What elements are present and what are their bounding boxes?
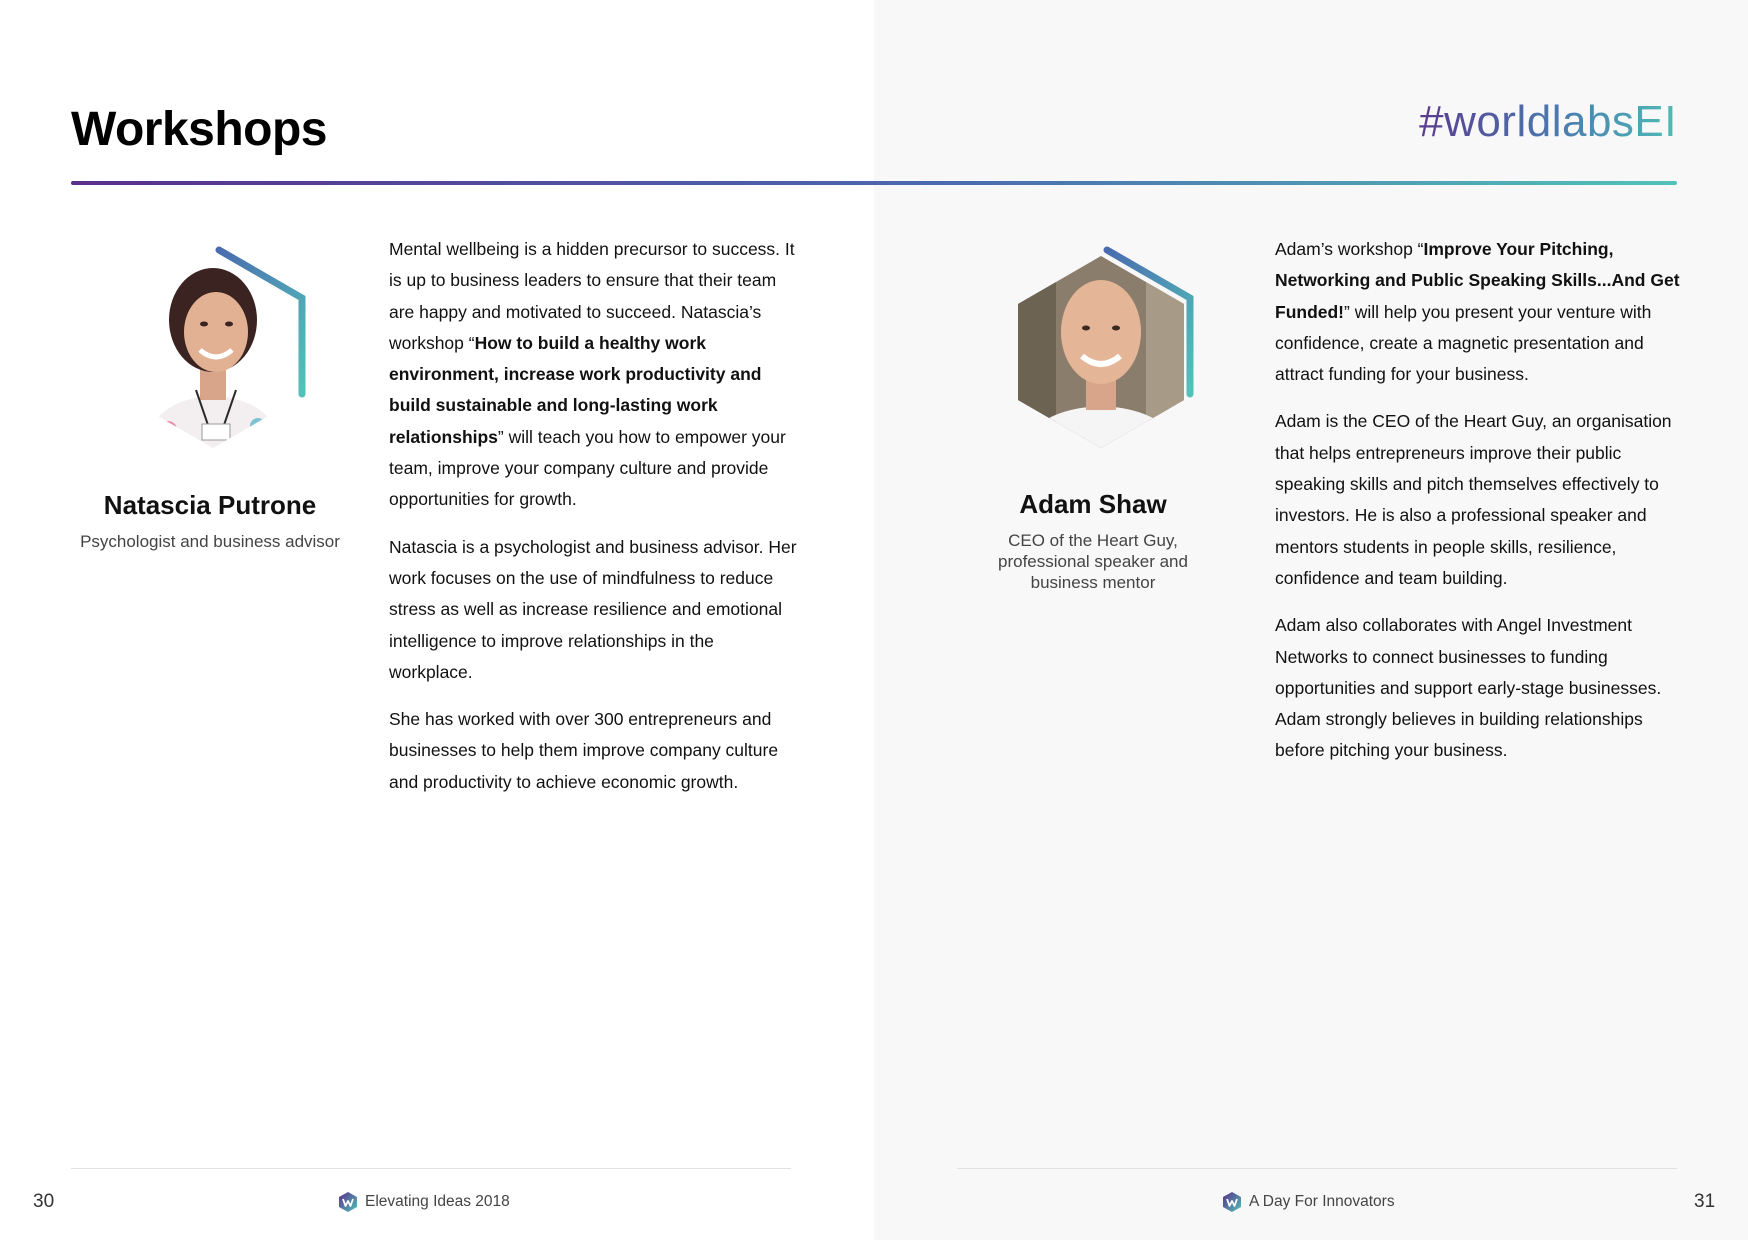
hashtag: #worldlabsEI xyxy=(1419,92,1677,152)
left-body-copy xyxy=(389,234,799,814)
w-hexagon-logo-icon xyxy=(1221,1191,1243,1213)
footer-label-right: A Day For Innovators xyxy=(1221,1190,1395,1214)
header-divider xyxy=(71,181,1677,185)
paragraph: Adam also collaborates with Angel Investment Networks to connect businesses to funding opportunities and support early-stage businesses. Adam strongly believes in building relationships before pitching your business. xyxy=(1275,615,1662,761)
footer-divider-left xyxy=(71,1168,791,1169)
speaker-role: Psychologist and business advisor xyxy=(80,532,340,551)
w-hexagon-logo-icon xyxy=(337,1191,359,1213)
paragraph: Natascia is a psychologist and business advisor. Her work focuses on the use of mindfulness to reduce stress as well as increase resilience and emotional intelligence to improve relationships in the workplace. xyxy=(389,536,797,682)
portrait-adam xyxy=(996,240,1206,462)
paragraph: Mental wellbeing is a hidden precursor to success. It is up to business leaders to ensure that their team are happy and motivated to succeed. Natascia’s workshop “How to build a healthy work environment, increase work productivity and build sustainable and long-lasting work relationships” will teach you how to empower your team, improve your company culture and provide opportunities for growth. xyxy=(389,239,795,510)
speaker-name: Adam Shaw xyxy=(1019,489,1167,519)
footer-label-left: Elevating Ideas 2018 xyxy=(337,1190,510,1214)
speaker-role: CEO of the Heart Guy, professional speaker and business mentor xyxy=(998,531,1188,592)
page-number-left: 30 xyxy=(33,1191,55,1212)
page-number-right: 31 xyxy=(1694,1191,1716,1212)
paragraph: Adam’s workshop “Improve Your Pitching, Networking and Public Speaking Skills...And Get Funded!” will help you present your venture with confidence, create a magnetic presentation and attract funding for your business. xyxy=(1275,239,1680,385)
paragraph: Adam is the CEO of the Heart Guy, an organisation that helps entrepreneurs improve their public speaking skills and pitch themselves effectively to investors. He is also a professional speaker and mentors students in people skills, resilience, confidence and team building. xyxy=(1275,411,1672,588)
speaker-name: Natascia Putrone xyxy=(103,490,317,520)
portrait-photo-icon xyxy=(108,240,318,462)
paragraph: She has worked with over 300 entrepreneurs and businesses to help them improve company culture and productivity to achieve economic growth. xyxy=(389,709,779,792)
right-body-copy xyxy=(1275,234,1685,783)
portrait-natascia xyxy=(108,240,318,462)
portrait-photo-icon xyxy=(996,240,1206,462)
footer-divider-right xyxy=(957,1168,1677,1169)
page-title: Workshops xyxy=(71,103,327,156)
